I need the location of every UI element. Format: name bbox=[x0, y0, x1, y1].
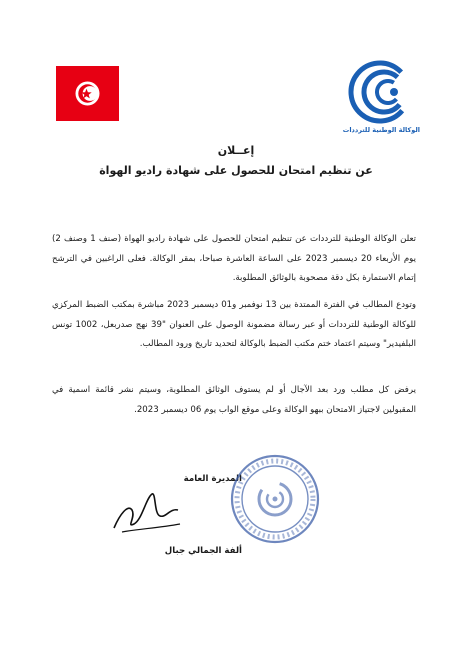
signatory-name: ألفة الجمالي جبال bbox=[164, 546, 242, 556]
announcement-title: إعــلان bbox=[217, 144, 255, 157]
official-stamp-icon bbox=[228, 452, 322, 546]
body-paragraph-2: وتودع المطالب في الفترة الممتدة بين 13 نوفمبر و01 ديسمبر 2023 مباشرة بمكتب الضبط المركزي للوكالة الوطنية للترددات أو عبر رسالة مضمونة الوصول على العنوان "39 نهج صدربعل، 1002 تونس البلفيدير" وسيتم اعتماد ختم مكتب الضبط بالوكالة لتحديد تاريخ ورود المطالب. bbox=[52, 300, 417, 349]
agency-name-label: الوكالة الوطنية للترددات bbox=[342, 126, 420, 134]
body-paragraph-3: يرفض كل مطلب ورد بعد الآجال أو لم يستوف الوثائق المطلوبة، وسيتم نشر قائمة اسمية في المقبولين لاجتياز الامتحان ببهو الوكالة وعلى موقع الواب يوم 06 ديسمبر 2023. bbox=[52, 385, 416, 415]
signatory-title: المديرة العامة bbox=[183, 474, 242, 484]
handwritten-signature-icon bbox=[108, 484, 186, 542]
tunisia-flag-icon bbox=[56, 66, 119, 121]
announcement-subtitle: عن تنظيم امتحان للحصول على شهادة راديو الهواة bbox=[99, 164, 373, 177]
body-paragraph-1: تعلن الوكالة الوطنية للترددات عن تنظيم امتحان للحصول على شهادة راديو الهواة (صنف 1 وصنف 2) يوم الأربعاء 20 ديسمبر 2023 على الساعة العاشرة صباحا، بمقر الوكالة. فعلى الراغبين في الترشح إتمام الاستمارة بكل دقة مصحوبة بالوثائق المطلوبة. bbox=[52, 234, 416, 283]
